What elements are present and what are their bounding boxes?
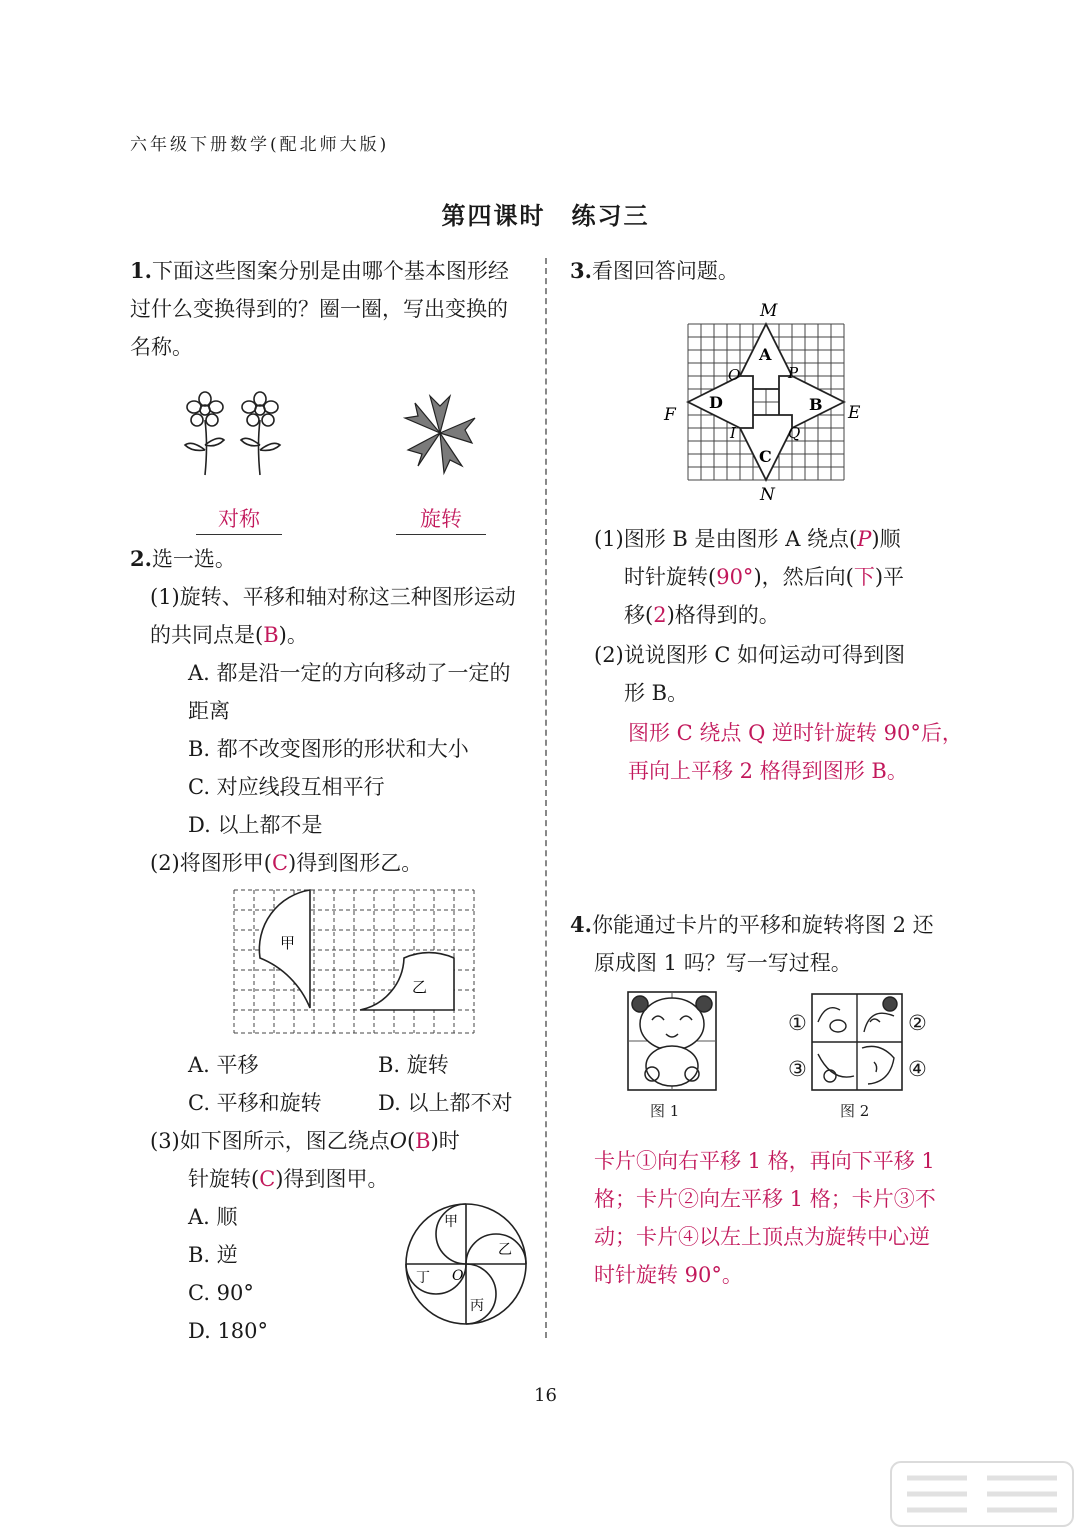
q3-part1-line2: 时针旋转(90°)，然后向(下)平 [624, 565, 905, 589]
q2-p2-option-c: C. 平移和旋转 [188, 1091, 322, 1115]
q2-part3-line2: 针旋转(C)得到图甲。 [188, 1167, 389, 1191]
q4-prompt-line2: 原成图 1 吗？写一写过程。 [594, 951, 852, 975]
q2-p1-option-d: D. 以上都不是 [188, 813, 323, 837]
q4-answer-line3: 动；卡片④以左上顶点为旋转中心逆 [594, 1225, 930, 1249]
svg-text:丁: 丁 [416, 1270, 430, 1286]
svg-text:P: P [788, 364, 799, 382]
q1-answer-2: 旋转 [396, 504, 486, 535]
page-title: 第四课时 练习三 [441, 202, 650, 230]
q3-part1-line1: (1)图形 B 是由图形 A 绕点(P)顺 [594, 527, 901, 551]
page-number: 16 [534, 1385, 557, 1406]
q2-p1-answer: B [263, 623, 279, 647]
q2-p2-option-a: A. 平移 [188, 1053, 259, 1077]
q2-p1-option-a: A. 都是沿一定的方向移动了一定的距离 [188, 661, 511, 723]
q3-p2-answer-2: 再向上平移 2 格得到图形 B。 [628, 759, 908, 783]
fig1-caption: 图 1 [650, 1102, 680, 1120]
q2-p3-option-d: D. 180° [188, 1319, 269, 1343]
grid-figure-jia-yi [232, 888, 478, 1038]
panda-figure-2 [810, 992, 904, 1092]
q2-part3-line1: (3)如下图所示，图乙绕点O(B)时 [150, 1129, 460, 1153]
marker-4: ④ [908, 1057, 927, 1081]
q1-number: 1. [130, 258, 152, 283]
circle-pinwheel-figure [402, 1200, 530, 1328]
svg-text:甲: 甲 [444, 1214, 458, 1230]
flowers-figure [180, 390, 290, 480]
marker-2: ② [908, 1011, 927, 1035]
q3-part1-line3: 移(2)格得到的。 [624, 603, 780, 627]
q2-p3-option-c: C. 90° [188, 1281, 254, 1305]
q3-title: 3.看图回答问题。 [570, 258, 739, 283]
book-header: 六年级下册数学(配北师大版) [130, 135, 390, 155]
column-divider [545, 258, 547, 1338]
svg-text:C: C [759, 447, 772, 466]
label-yi: 乙 [412, 978, 428, 996]
q2-title: 2.选一选。 [130, 546, 236, 571]
q1-answer-1: 对称 [196, 504, 282, 535]
fig2-caption: 图 2 [840, 1102, 870, 1120]
svg-text:F: F [664, 405, 676, 425]
q2-p3-option-b: B. 逆 [188, 1243, 238, 1267]
svg-text:I: I [730, 424, 736, 442]
label-jia: 甲 [280, 934, 296, 952]
q2-p3-option-a: A. 顺 [188, 1205, 238, 1229]
q2-p2-answer: C [271, 851, 289, 875]
svg-text:O: O [452, 1268, 464, 1284]
panda-figure-1 [626, 990, 718, 1092]
watermark-logo [887, 1458, 1077, 1530]
q2-p2-option-d: D. 以上都不对 [378, 1091, 513, 1115]
q2-part1: (1)旋转、平移和轴对称这三种图形运动的共同点是(B)。 [150, 585, 516, 647]
svg-text:N: N [760, 485, 775, 504]
q4-prompt-line1: 4.你能通过卡片的平移和旋转将图 2 还 [570, 912, 934, 937]
q1-prompt [130, 252, 525, 366]
svg-text:Q: Q [788, 424, 801, 442]
q3-part2-line2: 形 B。 [624, 681, 689, 705]
svg-text:A: A [759, 345, 772, 364]
q4-answer-line1: 卡片①向右平移 1 格，再向下平移 1 [594, 1149, 935, 1173]
svg-text:丙: 丙 [470, 1298, 484, 1314]
q2-part2: (2)将图形甲(C)得到图形乙。 [150, 851, 423, 875]
q2-p2-option-b: B. 旋转 [378, 1053, 449, 1077]
q4-answer-line2: 格；卡片②向左平移 1 格；卡片③不 [594, 1187, 936, 1211]
q2-p3-answer-2: C [259, 1167, 276, 1191]
svg-text:E: E [848, 403, 861, 423]
q2-p3-answer-1: B [415, 1129, 431, 1153]
rotation-grid-figure [660, 298, 870, 504]
q3-part2-line1: (2)说说图形 C 如何运动可得到图 [594, 643, 906, 667]
q4-answer-line4: 时针旋转 90°。 [594, 1263, 743, 1287]
marker-3: ③ [788, 1057, 807, 1081]
q2-p1-option-b: B. 都不改变图形的形状和大小 [188, 737, 469, 761]
q3-p2-answer-1: 图形 C 绕点 Q 逆时针旋转 90°后， [628, 721, 963, 745]
petal-flower-figure [400, 388, 480, 478]
svg-text:B: B [809, 395, 823, 414]
q2-p1-option-c: C. 对应线段互相平行 [188, 775, 385, 799]
q1-text: 下面这些图案分别是由哪个基本图形经过什么变换得到的？圈一圈，写出变换的名称。 [130, 259, 509, 359]
svg-text:D: D [709, 393, 723, 412]
svg-text:O: O [728, 366, 741, 384]
marker-1: ① [788, 1011, 807, 1035]
svg-text:乙: 乙 [498, 1242, 512, 1258]
svg-text:M: M [760, 301, 778, 321]
